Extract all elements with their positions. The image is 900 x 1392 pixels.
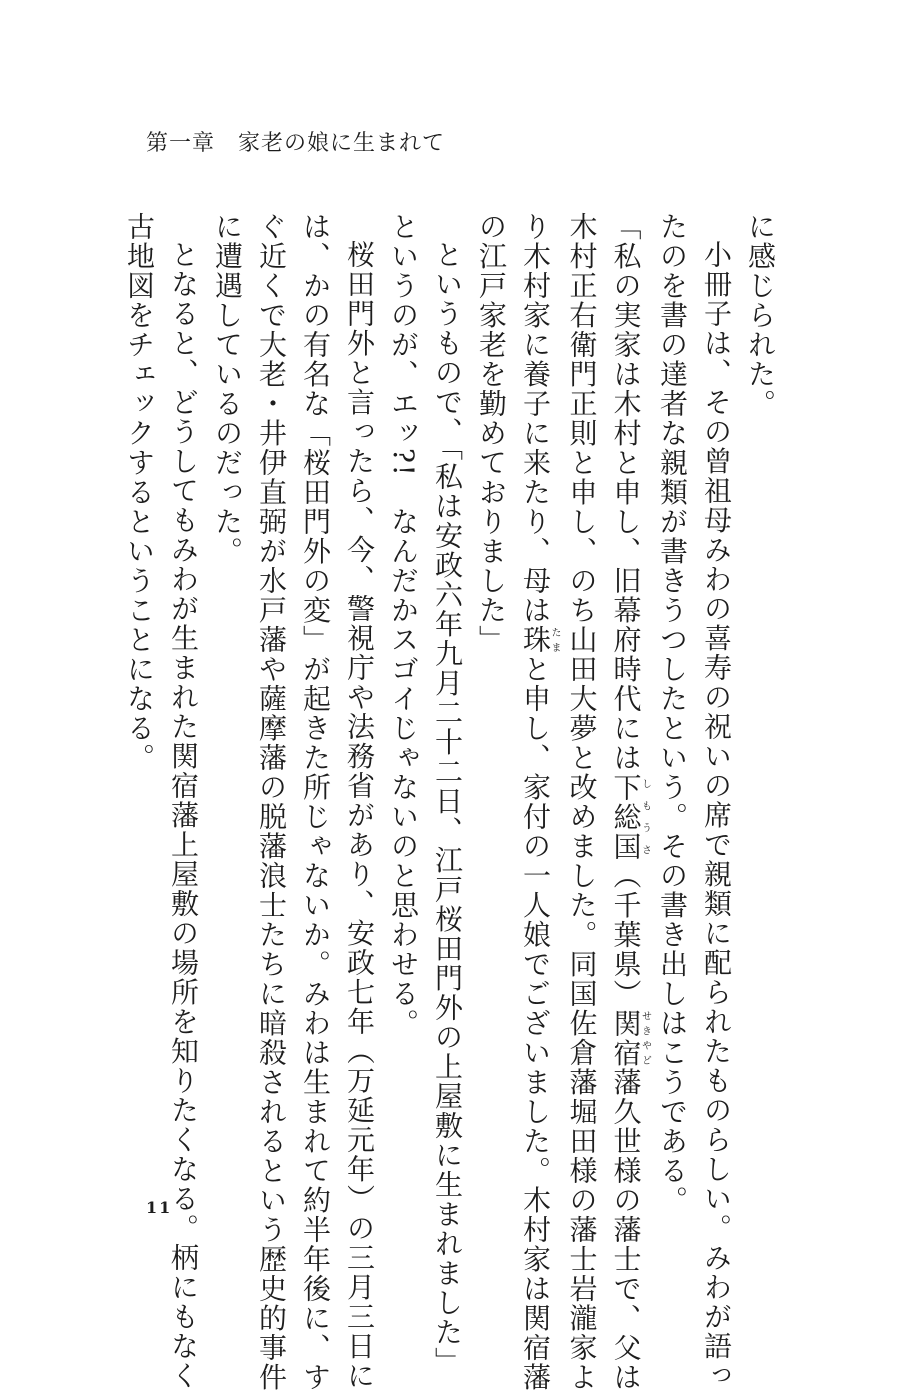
text-line: に感じられた。 xyxy=(738,212,782,982)
text-line: というのが、エッ?! なんだかスゴイじゃないのと思わせる。 xyxy=(381,212,425,982)
text-line: 木村正右衛門正則と申し、のち山田大夢と改めました。同国佐倉藩堀田様の藩士岩瀧家よ xyxy=(560,212,604,982)
text-line xyxy=(513,212,560,982)
text-line: ぐ近くで大老・井伊直弼が水戸藩や薩摩藩の脱藩浪士たちに暗殺されるという歴史的事件 xyxy=(249,212,293,982)
text-line: に遭遇しているのだった。 xyxy=(205,212,249,982)
text-line: たのを書の達者な親類が書きうつしたという。その書き出しはこうである。 xyxy=(650,212,694,982)
text-fragment: 「私の実家は木村と申し、旧幕府時代には xyxy=(610,212,643,773)
running-head: 第一章 家老の娘に生まれて xyxy=(146,126,445,157)
ruby-base: 関宿 xyxy=(610,1009,643,1068)
text-line xyxy=(604,212,651,982)
text-line: というもので、「私は安政六年九月二十二日、江戸桜田門外の上屋敷に生まれました」 xyxy=(425,212,469,982)
text-fragment: と申し、家付の一人娘でございました。木村家は関宿藩 xyxy=(519,655,552,1392)
page-number: 11 xyxy=(146,1198,172,1217)
ruby-base: 珠 xyxy=(519,625,552,655)
text-line: 小冊子は、その曾祖母みわの喜寿の祝いの席で親類に配られたものらしい。みわが語っ xyxy=(694,212,738,982)
text-line: 古地図をチェックするということになる。 xyxy=(117,212,161,982)
text-line: の江戸家老を勤めておりました」 xyxy=(469,212,513,982)
body-text xyxy=(142,212,782,982)
ruby-annotation xyxy=(610,773,643,862)
ruby-reading: せきやど xyxy=(640,1009,651,1068)
ruby-annotation xyxy=(519,625,552,655)
ruby-base: 下総国 xyxy=(610,773,643,862)
text-line: 桜田門外と言ったら、今、警視庁や法務省があり、安政七年（万延元年）の三月三日に xyxy=(337,212,381,982)
text-fragment: （千葉県） xyxy=(610,861,643,1009)
text-fragment: 藩久世様の藩士で、父は xyxy=(610,1068,643,1392)
text-line: となると、どうしてもみわが生まれた関宿藩上屋敷の場所を知りたくなる。柄にもなく xyxy=(161,212,205,982)
ruby-annotation xyxy=(610,1009,643,1068)
text-fragment: り木村家に養子に来たり、母は xyxy=(519,212,552,625)
text-line: は、かの有名な「桜田門外の変」が起きた所じゃないか。みわは生まれて約半年後に、す xyxy=(293,212,337,982)
ruby-reading: しもうさ xyxy=(640,773,651,862)
ruby-reading: たま xyxy=(549,625,560,655)
